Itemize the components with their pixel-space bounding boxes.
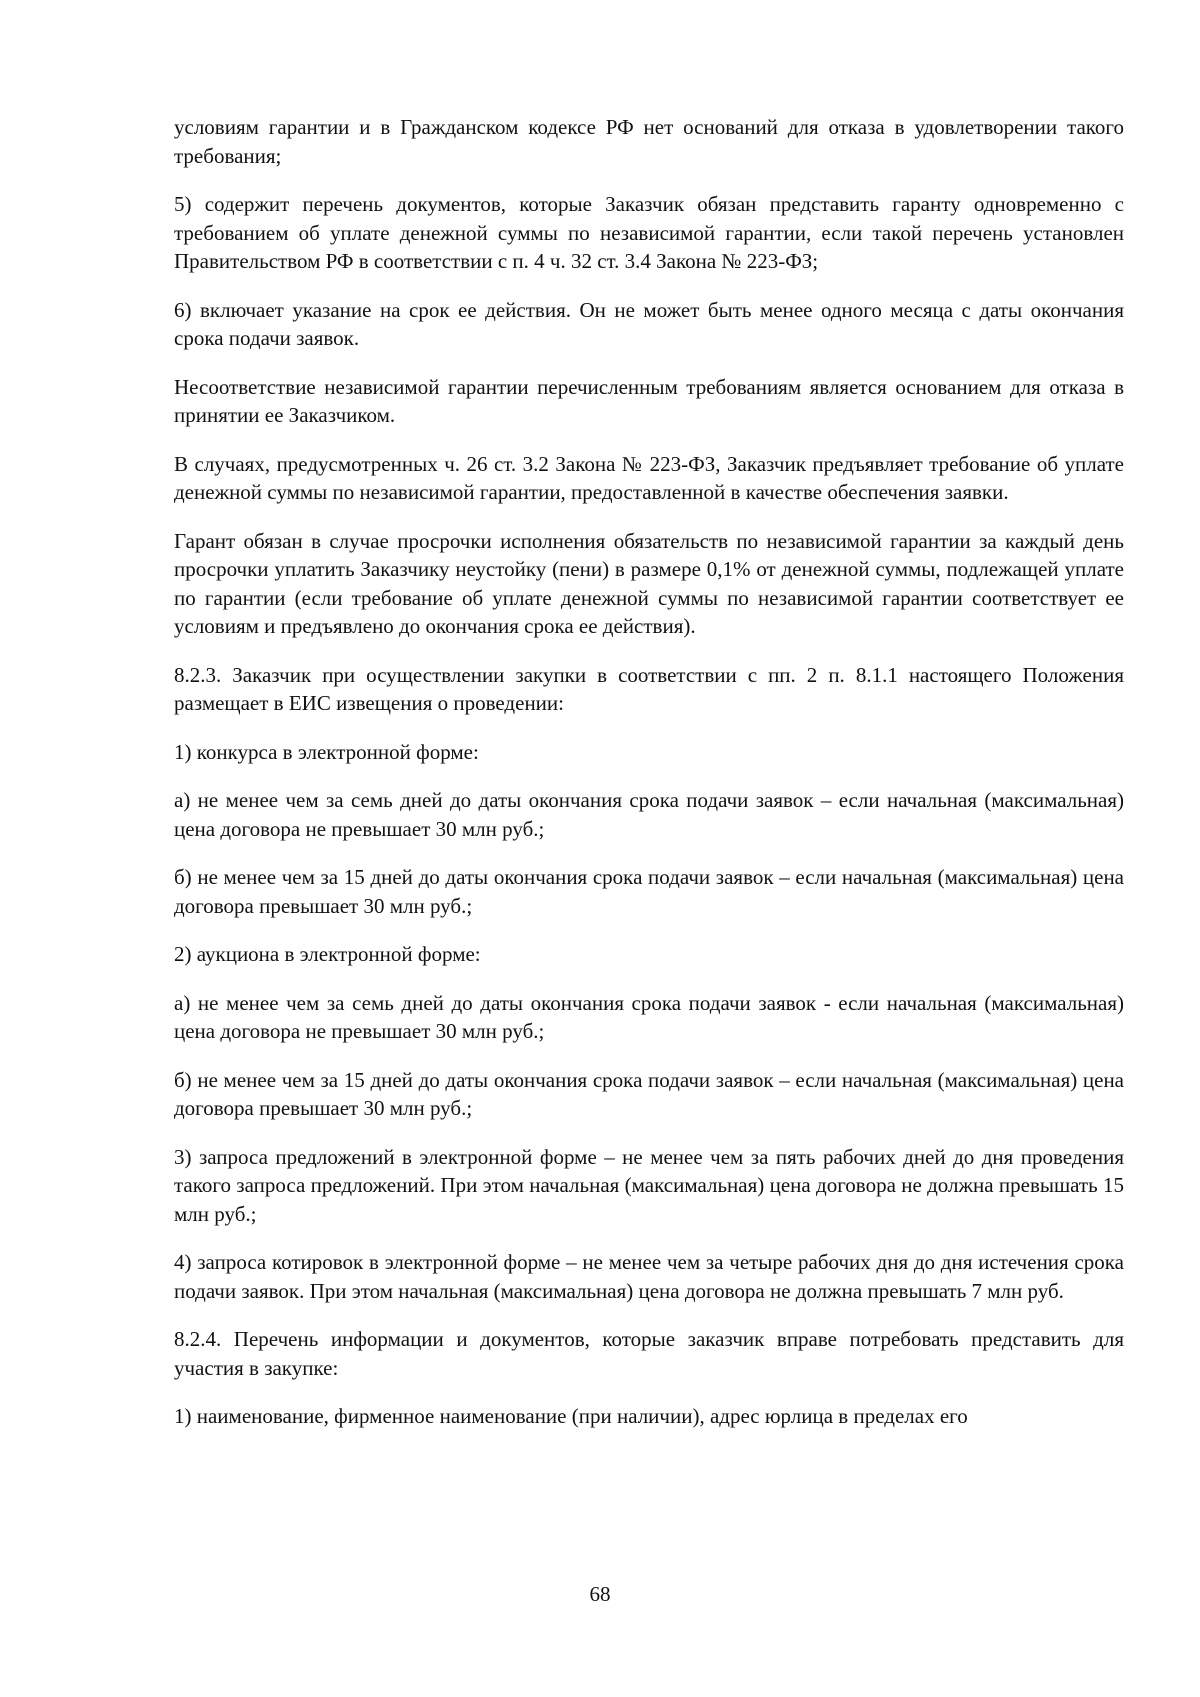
paragraph-item-6-validity-period: 6) включает указание на срок ее действия. Он не может быть менее одного месяца с даты окончания срока подачи заявок. xyxy=(174,297,1124,350)
paragraph-item-1-name-address: 1) наименование, фирменное наименование (при наличии), адрес юрлица в пределах его xyxy=(174,1404,968,1428)
paragraph-guarantee-conditions-end: условиям гарантии и в Гражданском кодексе РФ нет оснований для отказа в удовлетворении такого требования; xyxy=(174,115,1124,168)
paragraph-competition-a: а) не менее чем за семь дней до даты окончания срока подачи заявок – если начальная (максимальная) цена договора не превышает 30 млн руб.; xyxy=(174,788,1124,841)
paragraph-competition: 1) конкурса в электронной форме: xyxy=(174,739,479,764)
paragraph-auction-b: б) не менее чем за 15 дней до даты окончания срока подачи заявок – если начальная (максимальная) цена договора превышает 30 млн руб.; xyxy=(174,1067,1124,1120)
paragraph-auction: 2) аукциона в электронной форме: xyxy=(174,942,481,966)
paragraph-competition-b: б) не менее чем за 15 дней до даты окончания срока подачи заявок – если начальная (максимальная) цена договора превышает 30 млн руб.; xyxy=(174,865,1124,918)
paragraph-nonconformity-refusal: Несоответствие независимой гарантии перечисленным требованиям является основанием для отказа в принятии ее Заказчиком. xyxy=(174,374,1124,427)
document-body xyxy=(174,113,1124,1451)
paragraph-item-5-document-list: 5) содержит перечень документов, которые Заказчик обязан представить гаранту одновременно с требованием об уплате денежной суммы по независимой гарантии, если такой перечень установлен Правительством РФ в соответствии с п. 4 ч. 32 ст. 3.4 Закона № 223-ФЗ; xyxy=(174,192,1124,273)
paragraph-auction-a: а) не менее чем за семь дней до даты окончания срока подачи заявок - если начальная (максимальная) цена договора не превышает 30 млн руб.; xyxy=(174,990,1124,1043)
paragraph-8-2-3-notice: 8.2.3. Заказчик при осуществлении закупки в соответствии с пп. 2 п. 8.1.1 настоящего Положения размещает в ЕИС извещения о проведении: xyxy=(174,662,1124,715)
paragraph-request-for-proposals: 3) запроса предложений в электронной форме – не менее чем за пять рабочих дней до дня проведения такого запроса предложений. При этом начальная (максимальная) цена договора не должна превышать 15 млн руб.; xyxy=(174,1144,1124,1226)
paragraph-request-for-quotations: 4) запроса котировок в электронной форме – не менее чем за четыре рабочих дня до дня истечения срока подачи заявок. При этом начальная (максимальная) цена договора не должна превышать 7 млн руб. xyxy=(174,1250,1124,1303)
paragraph-claim-cases: В случаях, предусмотренных ч. 26 ст. 3.2 Закона № 223-ФЗ, Заказчик предъявляет требование об уплате денежной суммы по независимой гарантии, предоставленной в качестве обеспечения заявки. xyxy=(174,451,1124,504)
paragraph-8-2-4-document-list: 8.2.4. Перечень информации и документов, которые заказчик вправе потребовать представить для участия в закупке: xyxy=(174,1327,1124,1380)
page-number: 68 xyxy=(589,1582,611,1606)
paragraph-guarantor-penalty: Гарант обязан в случае просрочки исполнения обязательств по независимой гарантии за каждый день просрочки уплатить Заказчику неустойку (пени) в размере 0,1% от денежной суммы, подлежащей уплате по гарантии (если требование об уплате денежной суммы по независимой гарантии соответствует ее условиям и предъявлено до окончания срока ее действия). xyxy=(174,528,1124,638)
